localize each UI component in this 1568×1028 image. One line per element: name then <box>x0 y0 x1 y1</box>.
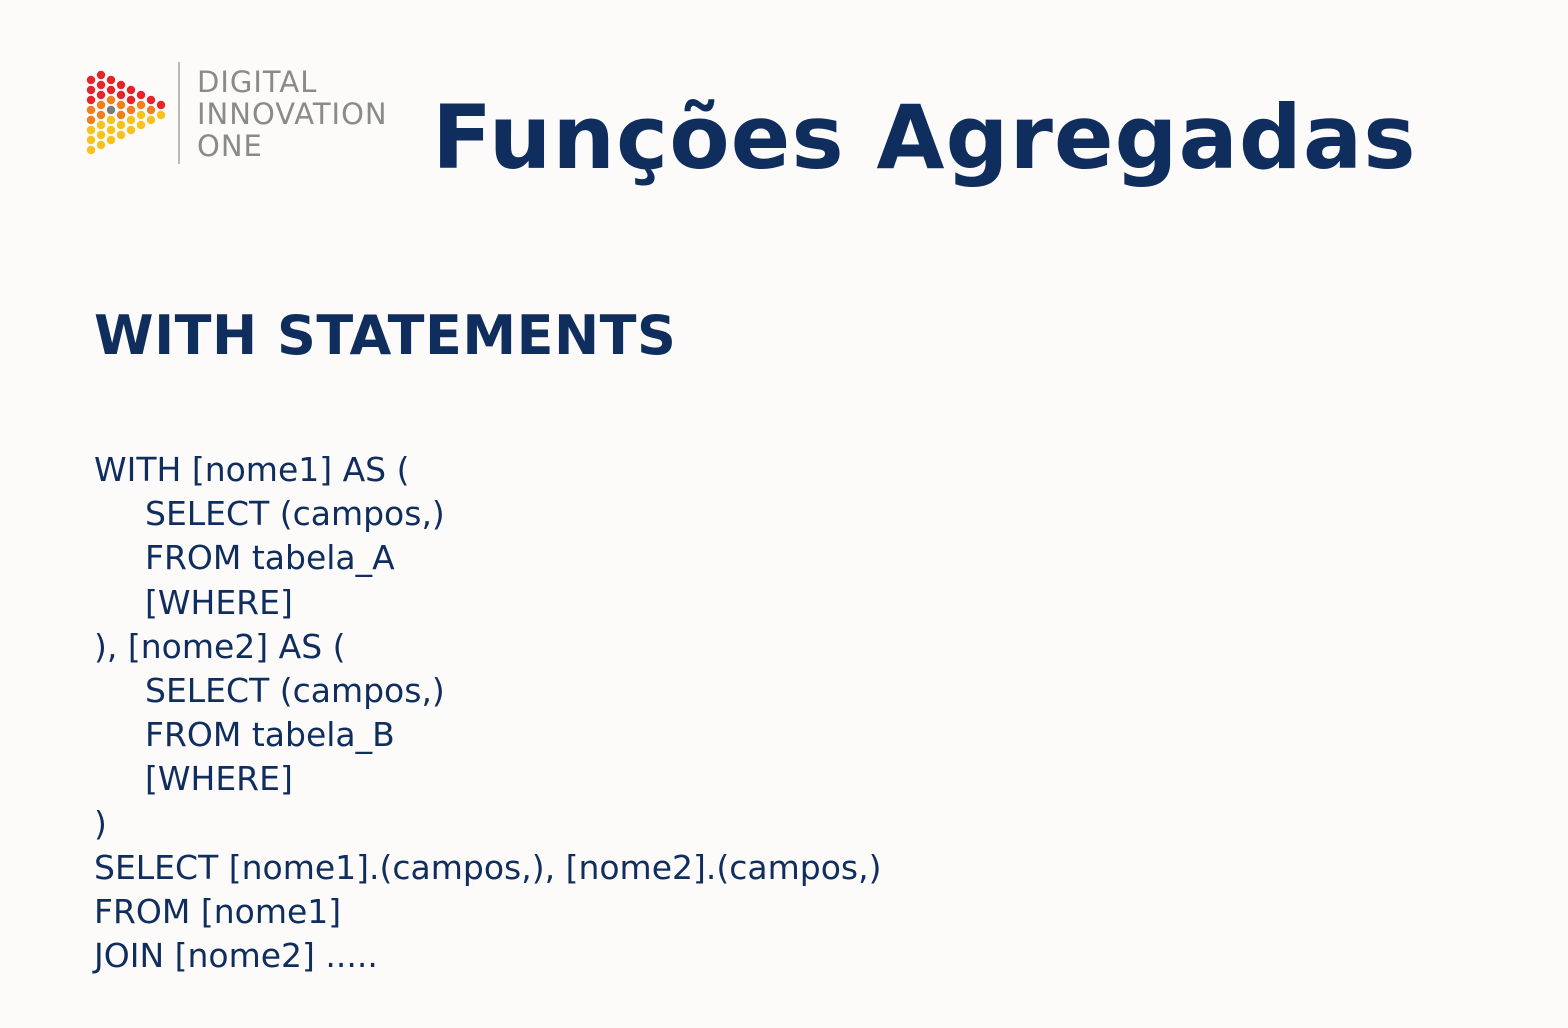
logo-dot <box>117 131 125 139</box>
logo-dot <box>147 106 155 114</box>
logo-divider <box>178 62 180 164</box>
logo-text-line-1: DIGITAL <box>197 65 318 99</box>
logo-dot <box>97 71 105 79</box>
logo-dot <box>87 136 95 144</box>
logo-dot <box>97 141 105 149</box>
logo-dot <box>87 116 95 124</box>
logo-dot <box>87 76 95 84</box>
logo-dot <box>127 86 135 94</box>
logo-dot <box>127 126 135 134</box>
code-line: ), [nome2] AS ( <box>94 626 346 666</box>
logo-dot <box>87 126 95 134</box>
code-line: [WHERE] <box>145 759 293 799</box>
slide-title: Funções Agregadas <box>432 86 1417 189</box>
code-line: FROM tabela_B <box>145 715 395 755</box>
code-line: SELECT (campos,) <box>145 494 445 534</box>
logo-dot <box>117 91 125 99</box>
logo-dot <box>97 131 105 139</box>
logo-dot <box>147 116 155 124</box>
code-line: FROM [nome1] <box>94 891 342 931</box>
logo-text <box>197 66 388 162</box>
logo-dot <box>97 121 105 129</box>
digital-innovation-one-dots-icon <box>84 66 170 162</box>
logo-text-line-2: INNOVATION <box>197 97 388 131</box>
section-heading: WITH STATEMENTS <box>94 304 677 367</box>
logo-dot <box>97 111 105 119</box>
logo-dot <box>97 91 105 99</box>
logo-dot <box>127 96 135 104</box>
logo-dot <box>107 76 115 84</box>
code-line: FROM tabela_A <box>145 538 395 578</box>
logo-dot <box>87 86 95 94</box>
logo-dot <box>117 111 125 119</box>
logo-dot <box>117 101 125 109</box>
logo-dot <box>87 106 95 114</box>
logo-dot <box>137 111 145 119</box>
logo-dot <box>137 91 145 99</box>
logo-dot <box>147 96 155 104</box>
code-line: ) <box>94 803 107 843</box>
logo-dot <box>157 111 165 119</box>
logo-dot <box>87 146 95 154</box>
logo-dot <box>107 106 115 114</box>
logo-dot <box>107 116 115 124</box>
code-line: JOIN [nome2] ..... <box>94 936 378 976</box>
sql-code-block <box>94 448 881 978</box>
logo-dot <box>127 106 135 114</box>
logo-dot <box>97 81 105 89</box>
logo-dot <box>117 121 125 129</box>
code-line: [WHERE] <box>145 582 293 622</box>
logo-dot <box>97 101 105 109</box>
logo-dot <box>137 121 145 129</box>
logo-dot <box>107 86 115 94</box>
logo-text-line-3: ONE <box>197 129 263 163</box>
logo-dot <box>107 96 115 104</box>
code-line: SELECT (campos,) <box>145 670 445 710</box>
logo-dot <box>157 101 165 109</box>
logo-dot <box>127 116 135 124</box>
logo-dot <box>107 126 115 134</box>
logo-dot <box>137 101 145 109</box>
logo-dot <box>87 96 95 104</box>
logo-dot <box>107 136 115 144</box>
code-line: WITH [nome1] AS ( <box>94 450 410 489</box>
code-line: SELECT [nome1].(campos,), [nome2].(campos,) <box>94 847 882 887</box>
logo-dot <box>117 81 125 89</box>
